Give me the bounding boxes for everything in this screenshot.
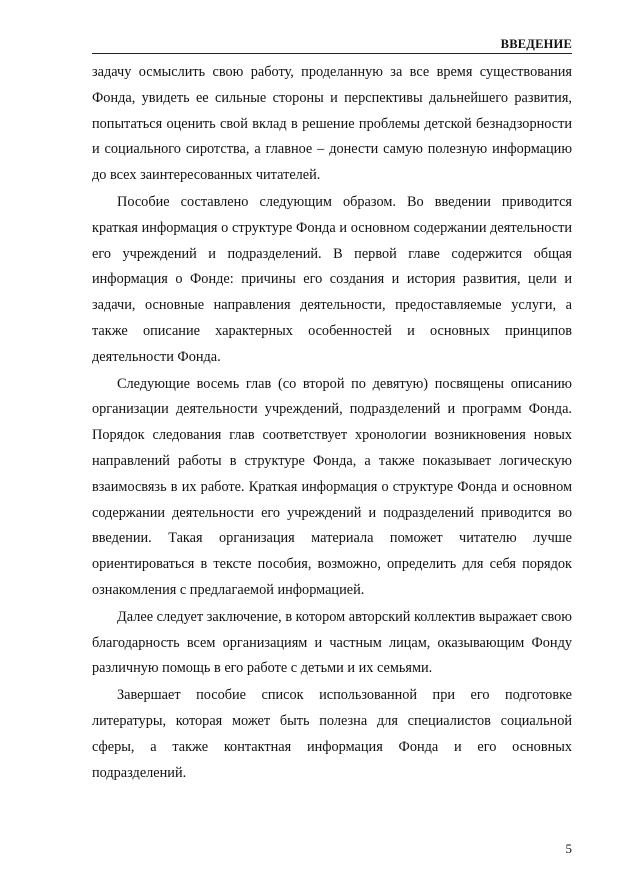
page-body (92, 60, 572, 786)
paragraph-continued: задачу осмыслить свою работу, проделанную за все время существования Фонда, увидеть ее сильные стороны и перспективы дальнейшего развития, попытаться оценить свой вклад в решение проблемы детской безнадзорности и социального сиротства, а главное – донести самую полезную информацию до всех заинтересованных читателей. (92, 64, 572, 184)
paragraph: Завершает пособие список использованной при его подготовке литературы, которая может быть полезна для специалистов социальной сферы, а также контактная информация Фонда и его основных подразделений. (92, 687, 572, 781)
paragraph: Далее следует заключение, в котором авторский коллектив выражает свою благодарность всем организациям и частным лицам, оказывающим Фонду различную помощь в его работе с детьми и их семьями. (92, 608, 572, 677)
running-header: ВВЕДЕНИЕ (92, 36, 572, 54)
paragraph: Следующие восемь глав (со второй по девятую) посвящены описанию организации деятельности учреждений, подразделений и программ Фонда. Порядок следования глав соответствует хронологии возникновения новых направлений работы в структуре Фонда, а также показывает логическую взаимосвязь в их работе. Краткая информация о структуре Фонда и основном содержании деятельности его учреждений и подразделений приводится во введении. Такая организация материала поможет читателю лучше ориентироваться в тексте пособия, возможно, определить для себя порядок ознакомления с предлагаемой информацией. (92, 375, 572, 598)
paragraph: Пособие составлено следующим образом. Во введении приводится краткая информация о структуре Фонда и основном содержании деятельности его учреждений и подразделений. В первой главе содержится общая информация о Фонде: причины его создания и история развития, цели и задачи, основные направления деятельности, предоставляемые услуги, а также описание характерных особенностей и основных принципов деятельности Фонда. (92, 193, 572, 365)
page-number: 5 (565, 841, 572, 856)
